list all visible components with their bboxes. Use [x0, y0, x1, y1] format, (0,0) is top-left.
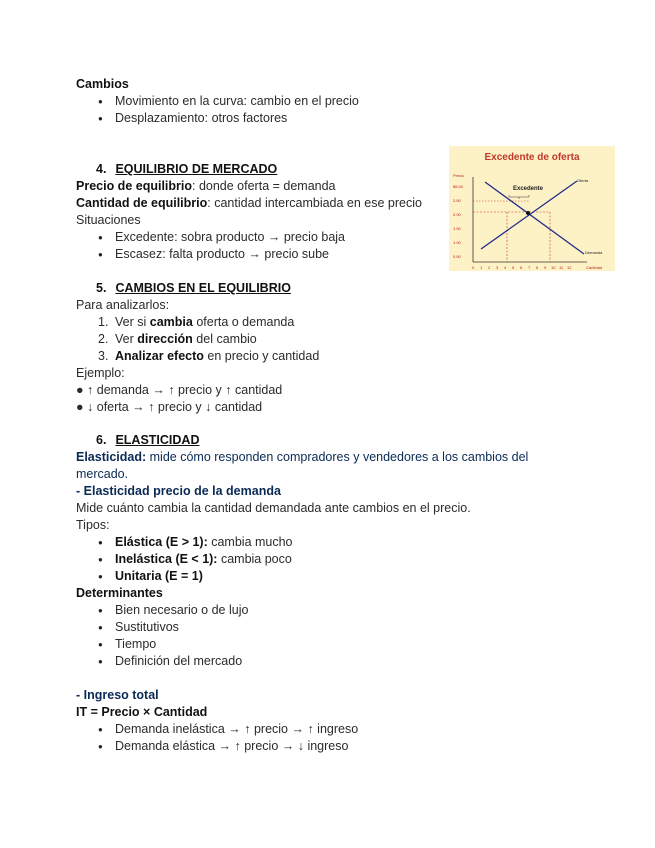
x-axis-label: Cantidad [586, 265, 603, 270]
list-item: ● Unitaria (E = 1) [76, 568, 576, 585]
y-axis-label: Precio [453, 173, 465, 178]
cantidad-equilibrio-line: Cantidad de equilibrio: cantidad intercambiada en ese precio [76, 196, 422, 210]
numbered-item: 1. Ver si cambia oferta o demanda [98, 315, 295, 329]
precio-equilibrio-line: Precio de equilibrio: donde oferta = demanda [76, 179, 336, 193]
elasticidad-definition: Elasticidad: mide cómo responden compradores y vendedores a los cambios del mercado. [76, 450, 529, 481]
numbered-item: 2. Ver dirección del cambio [98, 332, 257, 346]
list-item: ● Definición del mercado [76, 653, 576, 670]
list-item: ● Sustitutivos [76, 619, 576, 636]
x-tick-label: 10 [551, 265, 556, 270]
x-tick-label: 12 [567, 265, 572, 270]
x-tick-label: 1 [480, 265, 483, 270]
list-item: ● Movimiento en la curva: cambio en el precio [76, 93, 576, 110]
tipos-label: Tipos: [76, 518, 110, 532]
x-tick-label: 7 [528, 265, 531, 270]
ingreso-formula: IT = Precio × Cantidad [76, 705, 208, 719]
y-tick-label: 2.50 [453, 198, 461, 203]
list-item: ● Escasez: falta producto → precio sube [76, 246, 576, 263]
numbered-item: 3. Analizar efecto en precio y cantidad [98, 349, 320, 363]
cambios-title: Cambios [76, 77, 129, 91]
x-tick-label: 4 [504, 265, 507, 270]
list-item: ● Demanda elástica → ↑ precio → ↓ ingreso [76, 738, 576, 755]
list-item: ● Desplazamiento: otros factores [76, 110, 576, 127]
example-line: ● ↓ oferta → ↑ precio y ↓ cantidad [76, 400, 263, 414]
elasticidad-precio-title: - Elasticidad precio de la demanda [76, 484, 281, 498]
y-tick-label: 1.50 [453, 226, 461, 231]
ingreso-total-title: - Ingreso total [76, 688, 159, 702]
x-tick-label: 2 [488, 265, 491, 270]
list-item: ● Demanda inelástica → ↑ precio → ↑ ingreso [76, 721, 576, 738]
figure-svg [449, 146, 615, 271]
section-heading-elasticidad: 6. ELASTICIDAD [96, 433, 200, 447]
x-tick-label: 8 [536, 265, 539, 270]
list-item: ● Excedente: sobra producto → precio baja [76, 229, 576, 246]
list-item: ● Bien necesario o de lujo [76, 602, 576, 619]
x-tick-label: 0 [472, 265, 475, 270]
figure-title: Excedente de oferta [484, 152, 580, 163]
situaciones-label: Situaciones [76, 213, 141, 227]
example-line: ● ↑ demanda → ↑ precio y ↑ cantidad [76, 383, 283, 397]
excedente-label: Excedente [513, 186, 544, 192]
oferta-label: Oferta [577, 178, 589, 183]
list-item: ● Elástica (E > 1): cambia mucho [76, 534, 576, 551]
elasticidad-precio-desc: Mide cuánto cambia la cantidad demandada ante cambios en el precio. [76, 501, 471, 515]
section-heading-cambios-equilibrio: 5. CAMBIOS EN EL EQUILIBRIO [96, 281, 291, 295]
y-tick-label: 1.00 [453, 240, 461, 245]
excedente-oferta-figure [449, 146, 615, 271]
x-tick-label: 6 [520, 265, 523, 270]
x-tick-label: 5 [512, 265, 515, 270]
demanda-label: Demanda [585, 250, 603, 255]
y-tick-label: 2.00 [453, 212, 461, 217]
y-tick-label: $5.00 [453, 184, 464, 189]
determinantes-label: Determinantes [76, 586, 163, 600]
x-tick-label: 11 [559, 265, 564, 270]
x-tick-label: 3 [496, 265, 499, 270]
list-item: ● Tiempo [76, 636, 576, 653]
para-analizarlos: Para analizarlos: [76, 298, 170, 312]
section-heading-equilibrio: 4. EQUILIBRIO DE MERCADO [96, 162, 278, 176]
y-tick-label: 0.50 [453, 254, 461, 259]
list-item: ● Inelástica (E < 1): cambia poco [76, 551, 576, 568]
x-tick-label: 9 [544, 265, 547, 270]
equilibrium-point [526, 211, 530, 215]
ejemplo-label: Ejemplo: [76, 366, 125, 380]
